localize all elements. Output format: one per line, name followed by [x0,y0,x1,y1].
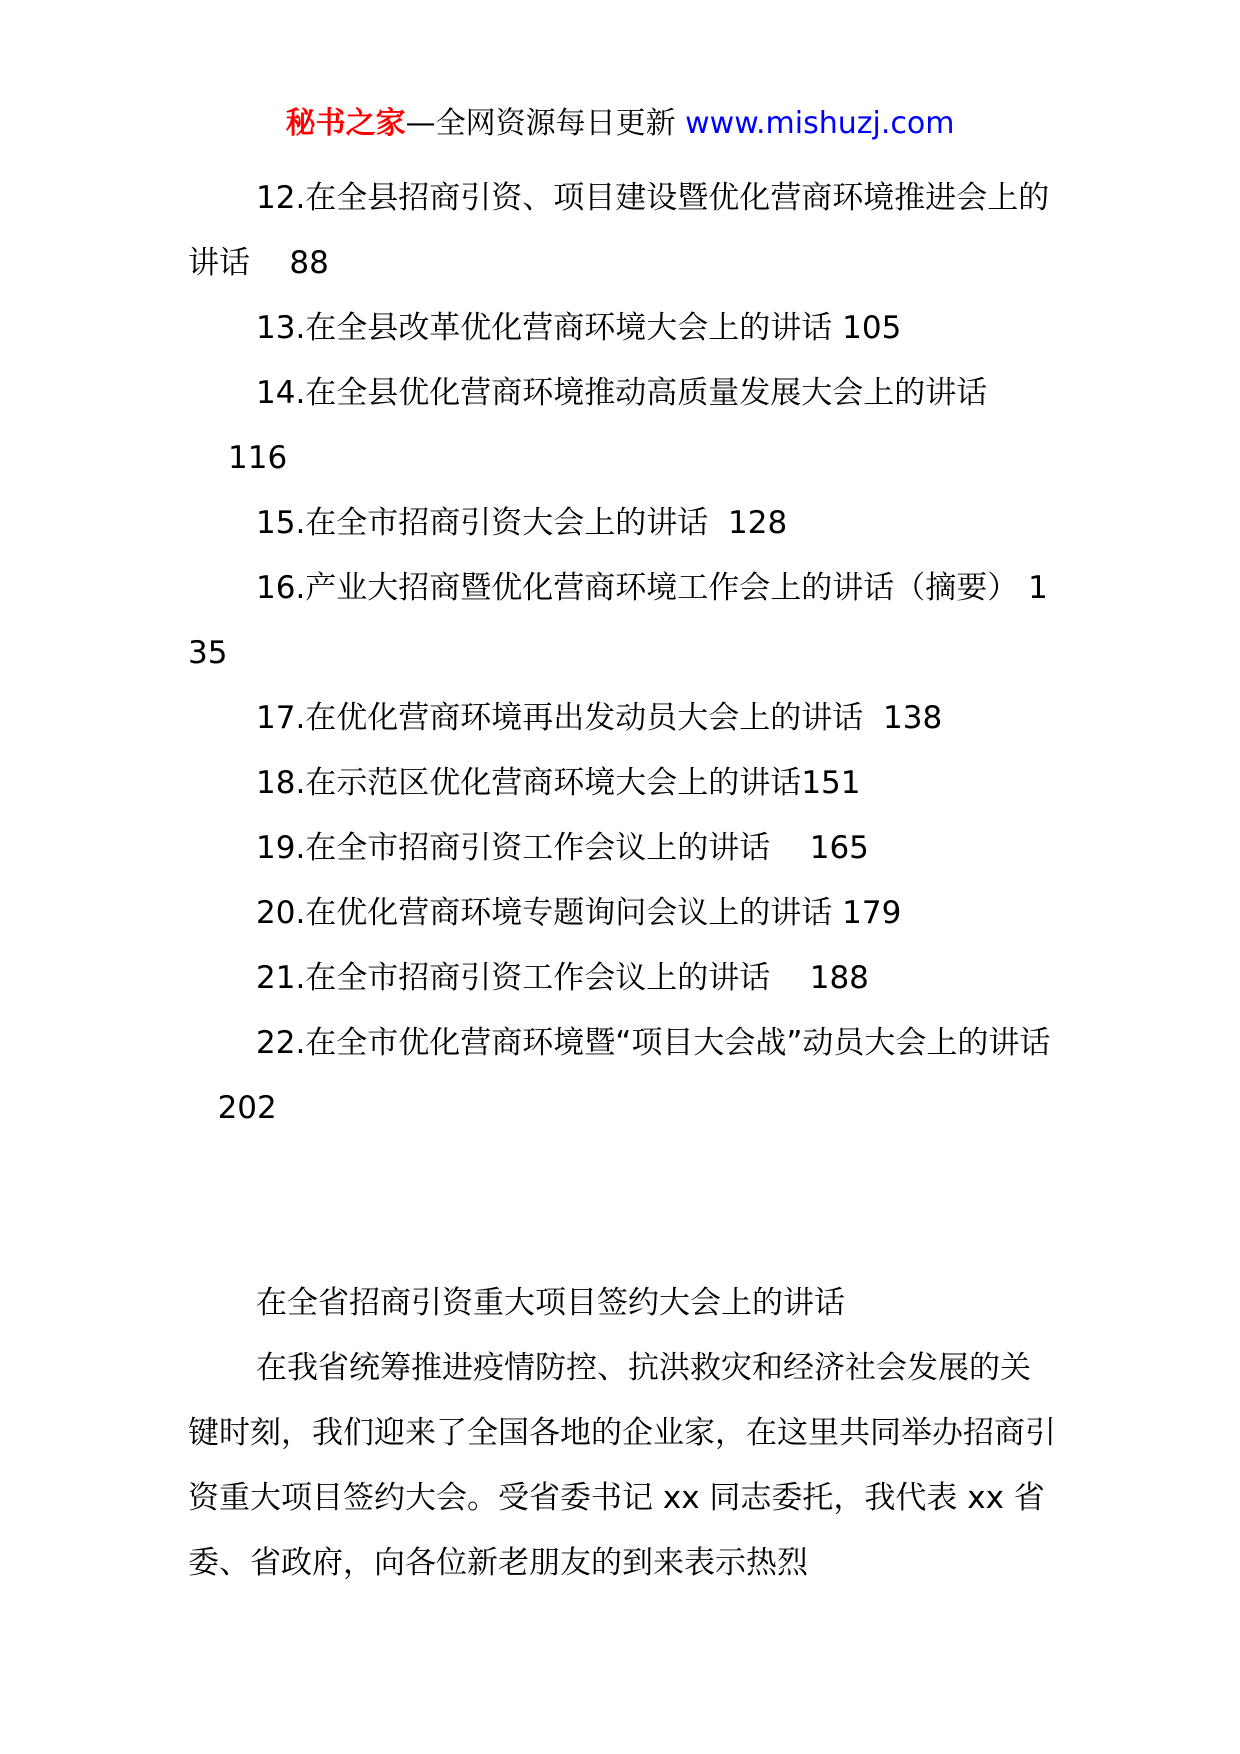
toc-entry-text: 12.在全县招商引资、项目建设暨优化营商环境推进会上的讲话 [188,180,1050,281]
toc-entry-page: 128 [728,505,788,541]
toc-entry-text: 21.在全市招商引资工作会议上的讲话 [256,960,771,996]
site-header [0,104,1240,144]
toc-entry-page: 88 [289,245,329,281]
toc-entry-text: 13.在全县改革优化营商环境大会上的讲话 [256,310,833,346]
toc-entry-21[interactable] [188,946,1058,1011]
toc-entry-page: 151 [801,765,861,801]
site-brand: 秘书之家 [285,106,406,141]
toc-entry-22[interactable] [188,1011,1058,1141]
toc-entry-page: 116 [228,440,288,476]
toc-entry-20[interactable] [188,881,1058,946]
toc-entry-19[interactable] [188,816,1058,881]
toc-entry-text: 18.在示范区优化营商环境大会上的讲话 [256,765,802,801]
toc-entry-page: 179 [842,895,902,931]
site-tagline: —全网资源每日更新 [405,106,686,141]
toc-entry-text: 14.在全县优化营商环境推动高质量发展大会上的讲话 [256,375,988,411]
toc-entry-page: 202 [217,1090,277,1126]
toc-entry-text: 17.在优化营商环境再出发动员大会上的讲话 [256,700,864,736]
toc-entry-13[interactable] [188,296,1058,361]
toc-entry-16[interactable] [188,556,1058,686]
document-page [188,166,1058,1596]
toc-entry-17[interactable] [188,686,1058,751]
toc-entry-page: 138 [883,700,943,736]
toc-entry-18[interactable] [188,751,1058,816]
toc-entry-page: 188 [809,960,869,996]
toc-entry-text: 22.在全市优化营商环境暨“项目大会战”动员大会上的讲话 [256,1025,1051,1061]
toc-entry-page: 135 [188,570,1048,671]
toc-entry-14[interactable] [188,361,1058,491]
toc-entry-text: 16.产业大招商暨优化营商环境工作会上的讲话（摘要） [256,570,1019,606]
article-title: 在全省招商引资重大项目签约大会上的讲话 [256,1285,845,1321]
toc-entry-text: 15.在全市招商引资大会上的讲话 [256,505,709,541]
toc-entry-page: 165 [809,830,869,866]
toc-entry-text: 19.在全市招商引资工作会议上的讲话 [256,830,771,866]
article-body-paragraph: 在我省统筹推进疫情防控、抗洪救灾和经济社会发展的关键时刻，我们迎来了全国各地的企业家，在这里共同举办招商引资重大项目签约大会。受省委书记 xx 同志委托，我代表 xx 省委、省政府，向各位新老朋友的到来表示热烈 [188,1350,1056,1581]
section-spacer [188,1141,1058,1271]
toc-entry-12[interactable] [188,166,1058,296]
site-url-link[interactable]: www.mishuzj.com [685,106,955,141]
toc-entry-15[interactable] [188,491,1058,556]
toc-entry-text: 20.在优化营商环境专题询问会议上的讲话 [256,895,833,931]
toc-entry-page: 105 [842,310,902,346]
